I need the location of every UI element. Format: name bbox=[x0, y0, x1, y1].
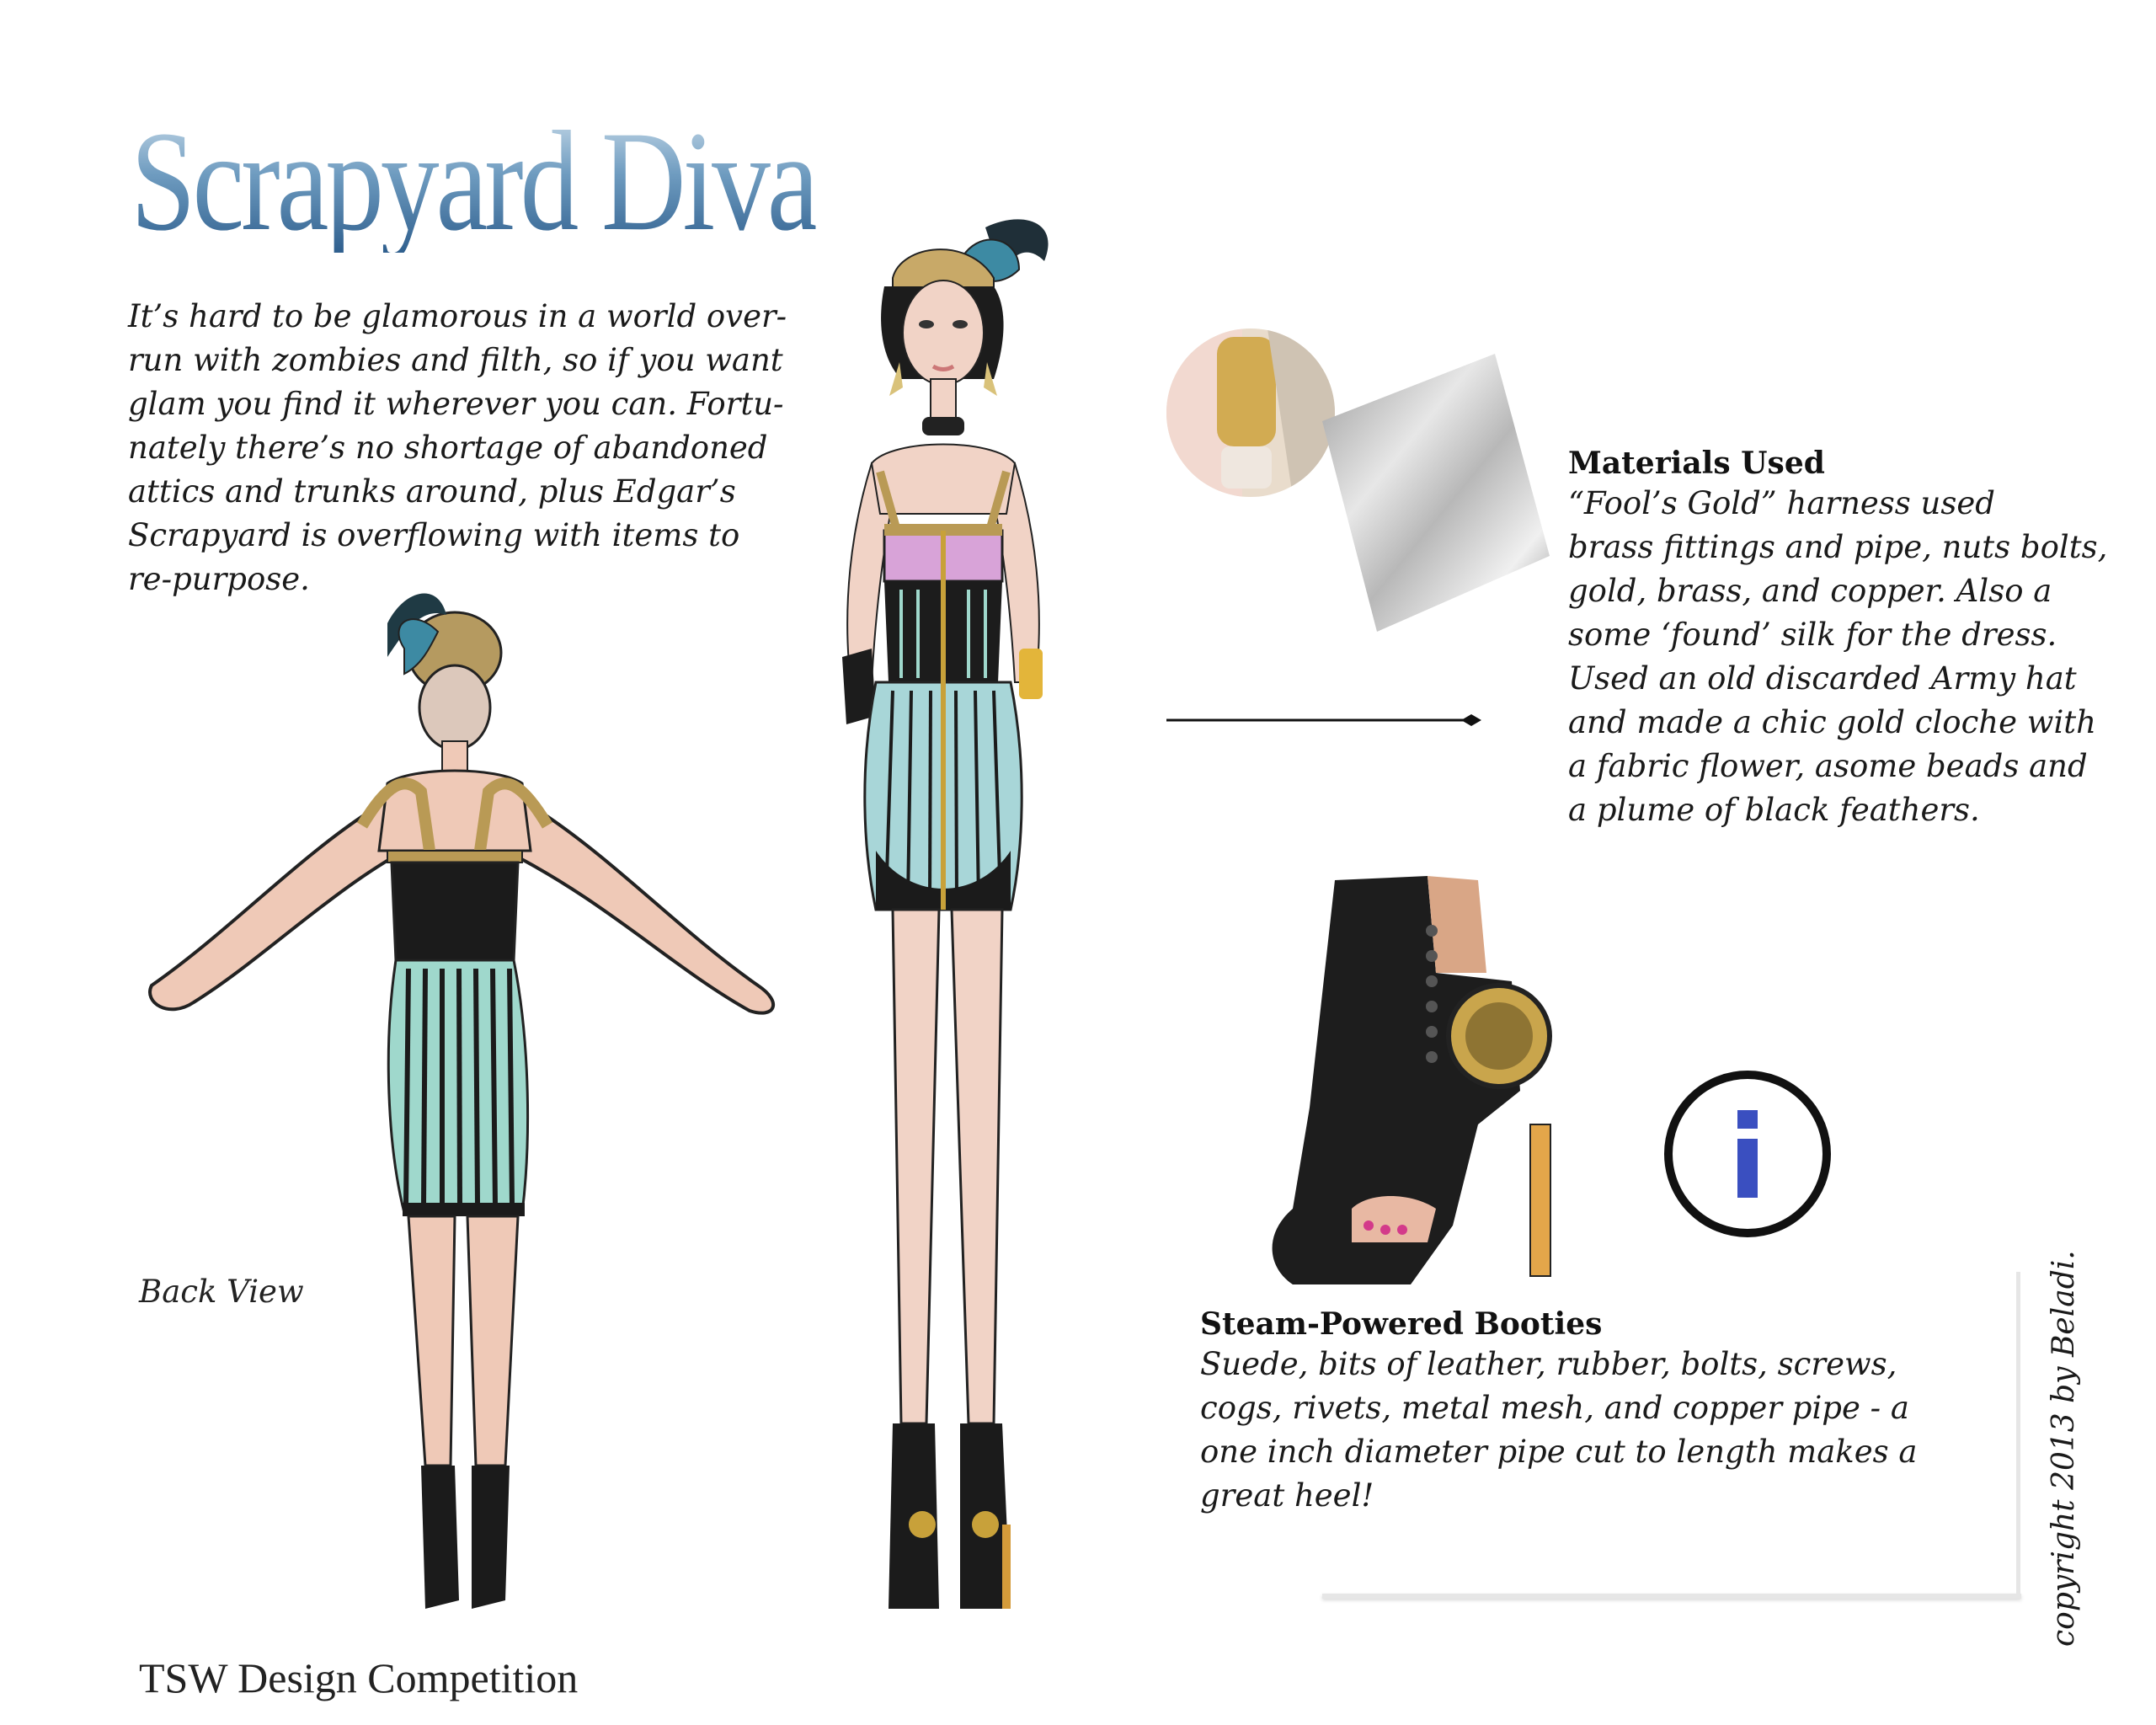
back-view-figure-illustration bbox=[135, 573, 834, 1634]
materials-line: Used an old discarded Army hat bbox=[1568, 660, 2077, 697]
booties-line: Suede, bits of leather, rubber, bolts, screws, bbox=[1200, 1346, 1897, 1382]
materials-line: and made a chic gold cloche with bbox=[1568, 704, 2096, 740]
materials-line: a fabric flower, asome beads and bbox=[1568, 748, 2088, 784]
intro-line: run with zombies and filth, so if you want bbox=[128, 342, 783, 378]
materials-line: some ‘found’ silk for the dress. bbox=[1568, 617, 2057, 653]
info-icon[interactable] bbox=[1663, 1070, 1832, 1238]
intro-line: It’s hard to be glamorous in a world over- bbox=[128, 298, 787, 334]
competition-footer: TSW Design Competition bbox=[139, 1654, 579, 1701]
intro-paragraph bbox=[128, 295, 785, 601]
materials-line: gold, brass, and copper. Also a bbox=[1568, 573, 2052, 609]
intro-line: nately there’s no shortage of abandoned bbox=[128, 430, 768, 466]
intro-line: attics and trunks around, plus Edgar’s bbox=[128, 473, 736, 510]
booties-line: cogs, rivets, metal mesh, and copper pipe - a bbox=[1200, 1390, 1909, 1426]
booties-section bbox=[1200, 1306, 1941, 1518]
materials-line: brass fittings and pipe, nuts bolts, bbox=[1568, 529, 2108, 565]
intro-line: re-purpose. bbox=[128, 561, 310, 597]
pointer-arrow bbox=[1166, 708, 1486, 733]
bootie-illustration bbox=[1259, 872, 1596, 1293]
materials-heading: Materials Used bbox=[1568, 446, 1825, 481]
materials-section bbox=[1568, 445, 2107, 832]
booties-heading: Steam-Powered Booties bbox=[1200, 1306, 1603, 1342]
silk-fabric-swatch bbox=[1305, 354, 1550, 632]
page-title: Scrapyard Diva bbox=[131, 102, 816, 260]
copyright-frame-bottom bbox=[1322, 1594, 2021, 1599]
front-view-figure-illustration bbox=[834, 211, 1112, 1626]
back-view-label: Back View bbox=[139, 1274, 304, 1310]
materials-line: a plume of black feathers. bbox=[1568, 792, 1980, 828]
copyright-frame-side bbox=[2016, 1272, 2020, 1597]
intro-line: Scrapyard is overflowing with items to bbox=[128, 517, 740, 553]
booties-line: great heel! bbox=[1200, 1477, 1374, 1514]
intro-line: glam you find it wherever you can. Fortu- bbox=[128, 386, 784, 422]
materials-line: “Fool’s Gold” harness used bbox=[1568, 485, 1995, 521]
copyright-text bbox=[2047, 1175, 2097, 1647]
booties-line: one inch diameter pipe cut to length makes a bbox=[1200, 1434, 1918, 1470]
copyright-label: copyright 2013 by Beladi. bbox=[2047, 1250, 2081, 1647]
